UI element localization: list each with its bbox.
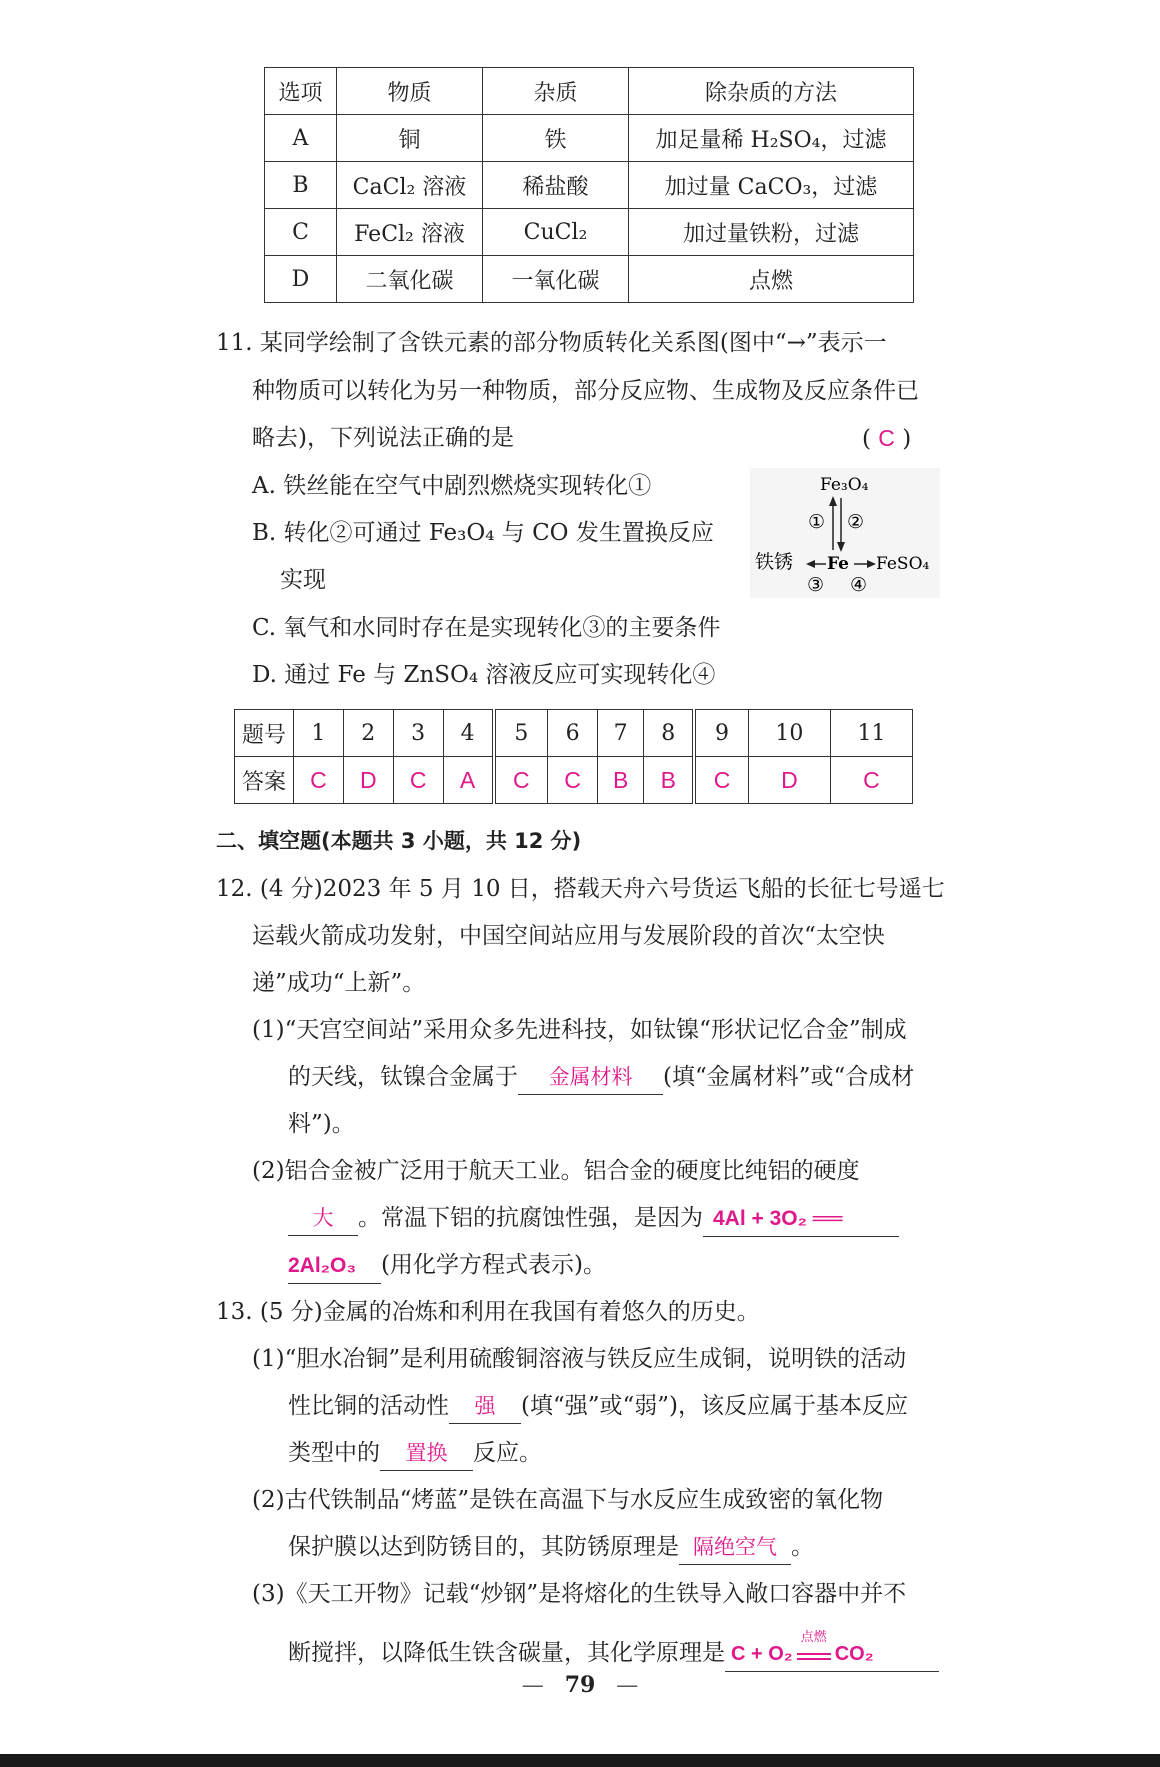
diagram-node-rust: 铁锈 bbox=[755, 551, 794, 573]
question-number: 5 bbox=[494, 710, 548, 757]
paren-open: ( bbox=[862, 426, 871, 452]
q13-stem-line1: 13. (5 分)金属的冶炼和利用在我国有着悠久的历史。 bbox=[216, 1299, 760, 1325]
q12-stem-line3: 递”成功“上新”。 bbox=[252, 970, 426, 996]
q13-part1-answer1: 强 bbox=[449, 1389, 521, 1424]
table-row bbox=[265, 115, 914, 162]
answer-cell: C bbox=[393, 757, 443, 804]
table-row bbox=[265, 209, 914, 256]
table-cell: CaCl₂ 溶液 bbox=[337, 162, 483, 209]
table-header: 选项 bbox=[265, 68, 337, 115]
q13-part2-answer: 隔绝空气 bbox=[679, 1530, 791, 1565]
q12-part2-line3 bbox=[288, 1242, 606, 1288]
question-number: 1 bbox=[294, 710, 344, 757]
table-cell: A bbox=[265, 115, 337, 162]
q12-part1-line2 bbox=[288, 1054, 914, 1100]
table-cell: 点燃 bbox=[629, 256, 914, 303]
q11-option-c: C. 氧气和水同时存在是实现转化③的主要条件 bbox=[252, 615, 721, 641]
diagram-label-2: ② bbox=[847, 511, 865, 533]
q13-eq-condition: 点燃 bbox=[800, 1630, 827, 1645]
question-number: 9 bbox=[694, 710, 748, 757]
answer-cell: B bbox=[644, 757, 694, 804]
q12-part2-text: 。常温下铝的抗腐蚀性强，是因为 bbox=[358, 1205, 703, 1231]
q12-stem-line2: 运载火箭成功发射，中国空间站应用与发展阶段的首次“太空快 bbox=[252, 923, 885, 949]
q12-part2-equation-part1: 4Al + 3O₂ ══ bbox=[703, 1202, 899, 1237]
q13-part1-line3 bbox=[288, 1430, 542, 1476]
table-header: 物质 bbox=[337, 68, 483, 115]
table-cell: D bbox=[265, 256, 337, 303]
row-label-answer: 答案 bbox=[235, 757, 294, 804]
row-label-number: 题号 bbox=[235, 710, 294, 757]
answer-cell: C bbox=[494, 757, 548, 804]
table-row bbox=[265, 162, 914, 209]
question-number: 6 bbox=[548, 710, 598, 757]
q11-option-d: D. 通过 Fe 与 ZnSO₄ 溶液反应可实现转化④ bbox=[252, 662, 716, 688]
q13-part1-answer2: 置换 bbox=[380, 1436, 473, 1471]
q12-part1-line3: 料”)。 bbox=[288, 1111, 355, 1137]
q12-part2-answer1: 大 bbox=[288, 1201, 358, 1236]
answer-cell: D bbox=[343, 757, 393, 804]
answer-table-number-row bbox=[235, 710, 913, 757]
q13-part3-line1: (3)《天工开物》记载“炒钢”是将熔化的生铁导入敞口容器中并不 bbox=[252, 1581, 907, 1607]
table-header: 除杂质的方法 bbox=[629, 68, 914, 115]
diagram-label-1: ① bbox=[808, 511, 826, 533]
answer-cell: D bbox=[748, 757, 830, 804]
answer-cell: C bbox=[294, 757, 344, 804]
diagram-label-3: ③ bbox=[807, 574, 825, 596]
table-header: 杂质 bbox=[483, 68, 629, 115]
q11-option-a: A. 铁丝能在空气中剧烈燃烧实现转化① bbox=[252, 473, 652, 499]
q11-option-b: B. 转化②可通过 Fe₃O₄ 与 CO 发生置换反应 bbox=[252, 520, 714, 546]
q11-stem-line2: 种物质可以转化为另一种物质，部分反应物、生成物及反应条件已 bbox=[252, 378, 919, 404]
iron-conversion-diagram bbox=[750, 468, 940, 598]
q13-part1-line1: (1)“胆水冶铜”是利用硫酸铜溶液与铁反应生成铜，说明铁的活动 bbox=[252, 1346, 907, 1372]
bottom-edge-bar bbox=[0, 1754, 1160, 1767]
q12-part2-equation-part2: 2Al₂O₃ bbox=[288, 1249, 381, 1284]
paren-close: ) bbox=[902, 426, 912, 452]
q13-part2-line1: (2)古代铁制品“烤蓝”是铁在高温下与水反应生成致密的氧化物 bbox=[252, 1487, 884, 1513]
q13-eq-left: C + O₂ bbox=[731, 1643, 793, 1665]
table-cell: FeCl₂ 溶液 bbox=[337, 209, 483, 256]
q13-part1-text: 性比铜的活动性 bbox=[288, 1393, 449, 1419]
answer-table-answer-row bbox=[235, 757, 913, 804]
answer-cell: A bbox=[443, 757, 493, 804]
table-cell: 加足量稀 H₂SO₄，过滤 bbox=[629, 115, 914, 162]
q13-part1-line2 bbox=[288, 1383, 908, 1429]
q11-answer: C bbox=[878, 425, 895, 451]
table-cell: 稀盐酸 bbox=[483, 162, 629, 209]
q13-part3-text: 断搅拌，以降低生铁含碳量，其化学原理是 bbox=[288, 1640, 725, 1666]
section-title: 二、填空题(本题共 3 小题，共 12 分) bbox=[216, 829, 582, 853]
diagram-node-feso4: FeSO₄ bbox=[876, 554, 930, 574]
table-cell: 二氧化碳 bbox=[337, 256, 483, 303]
page-number: 79 bbox=[564, 1672, 596, 1698]
table-cell: CuCl₂ bbox=[483, 209, 629, 256]
q13-part1-text-post: (填“强”或“弱”)，该反应属于基本反应 bbox=[521, 1393, 908, 1419]
q12-part2-line2 bbox=[288, 1195, 899, 1241]
diagram-label-4: ④ bbox=[850, 574, 868, 596]
q13-eq-sign bbox=[793, 1630, 835, 1660]
q13-part1-text2: 类型中的 bbox=[288, 1440, 380, 1466]
q12-part1-text-post: (填“金属材料”或“合成材 bbox=[663, 1064, 915, 1090]
table-header-row bbox=[265, 68, 914, 115]
q13-part2-line2 bbox=[288, 1524, 814, 1570]
answer-cell: C bbox=[830, 757, 912, 804]
question-number: 8 bbox=[644, 710, 694, 757]
q12-part1-answer: 金属材料 bbox=[518, 1060, 663, 1095]
answer-cell: B bbox=[598, 757, 644, 804]
table-cell: 一氧化碳 bbox=[483, 256, 629, 303]
q12-part2-line1: (2)铝合金被广泛用于航天工业。铝合金的硬度比纯铝的硬度 bbox=[252, 1158, 860, 1184]
table-cell: 加过量铁粉，过滤 bbox=[629, 209, 914, 256]
answer-cell: C bbox=[548, 757, 598, 804]
q13-part2-text: 保护膜以达到防锈目的，其防锈原理是 bbox=[288, 1534, 679, 1560]
table-row bbox=[265, 256, 914, 303]
page-footer: — 79 — bbox=[521, 1672, 639, 1698]
q11-stem-line1: 11. 某同学绘制了含铁元素的部分物质转化关系图(图中“→”表示一 bbox=[216, 330, 887, 356]
question-number: 11 bbox=[830, 710, 912, 757]
table-cell: 加过量 CaCO₃，过滤 bbox=[629, 162, 914, 209]
question-number: 7 bbox=[598, 710, 644, 757]
table-cell: 铁 bbox=[483, 115, 629, 162]
diagram-node-fe3o4: Fe₃O₄ bbox=[820, 475, 869, 495]
q13-part3-line2 bbox=[288, 1630, 939, 1676]
q12-part1-line1: (1)“天宫空间站”采用众多先进科技，如钛镍“形状记忆合金”制成 bbox=[252, 1017, 907, 1043]
table-cell: 铜 bbox=[337, 115, 483, 162]
q13-part1-text2-post: 反应。 bbox=[473, 1440, 542, 1466]
q13-eq-right: CO₂ bbox=[834, 1643, 874, 1665]
q12-part2-text-post: (用化学方程式表示)。 bbox=[381, 1252, 606, 1278]
question-number: 2 bbox=[343, 710, 393, 757]
table-cell: C bbox=[265, 209, 337, 256]
question-number: 3 bbox=[393, 710, 443, 757]
q12-part1-text: 的天线，钛镍合金属于 bbox=[288, 1064, 518, 1090]
q13-eq-double-line bbox=[797, 1653, 831, 1660]
q11-stem-line3: 略去)，下列说法正确的是 bbox=[252, 425, 514, 451]
table-cell: B bbox=[265, 162, 337, 209]
q13-part2-text-post: 。 bbox=[791, 1534, 814, 1560]
diagram-node-fe: Fe bbox=[827, 554, 849, 574]
answer-cell: C bbox=[694, 757, 748, 804]
q13-part3-equation bbox=[725, 1630, 939, 1672]
question-number: 10 bbox=[748, 710, 830, 757]
q11-option-b-cont: 实现 bbox=[280, 567, 326, 593]
question-number: 4 bbox=[443, 710, 493, 757]
q11-answer-bracket bbox=[862, 415, 911, 462]
impurity-table bbox=[264, 67, 914, 303]
answer-table bbox=[234, 709, 913, 804]
q12-stem-line1: 12. (4 分)2023 年 5 月 10 日，搭载天舟六号货运飞船的长征七号遥七 bbox=[216, 876, 945, 902]
